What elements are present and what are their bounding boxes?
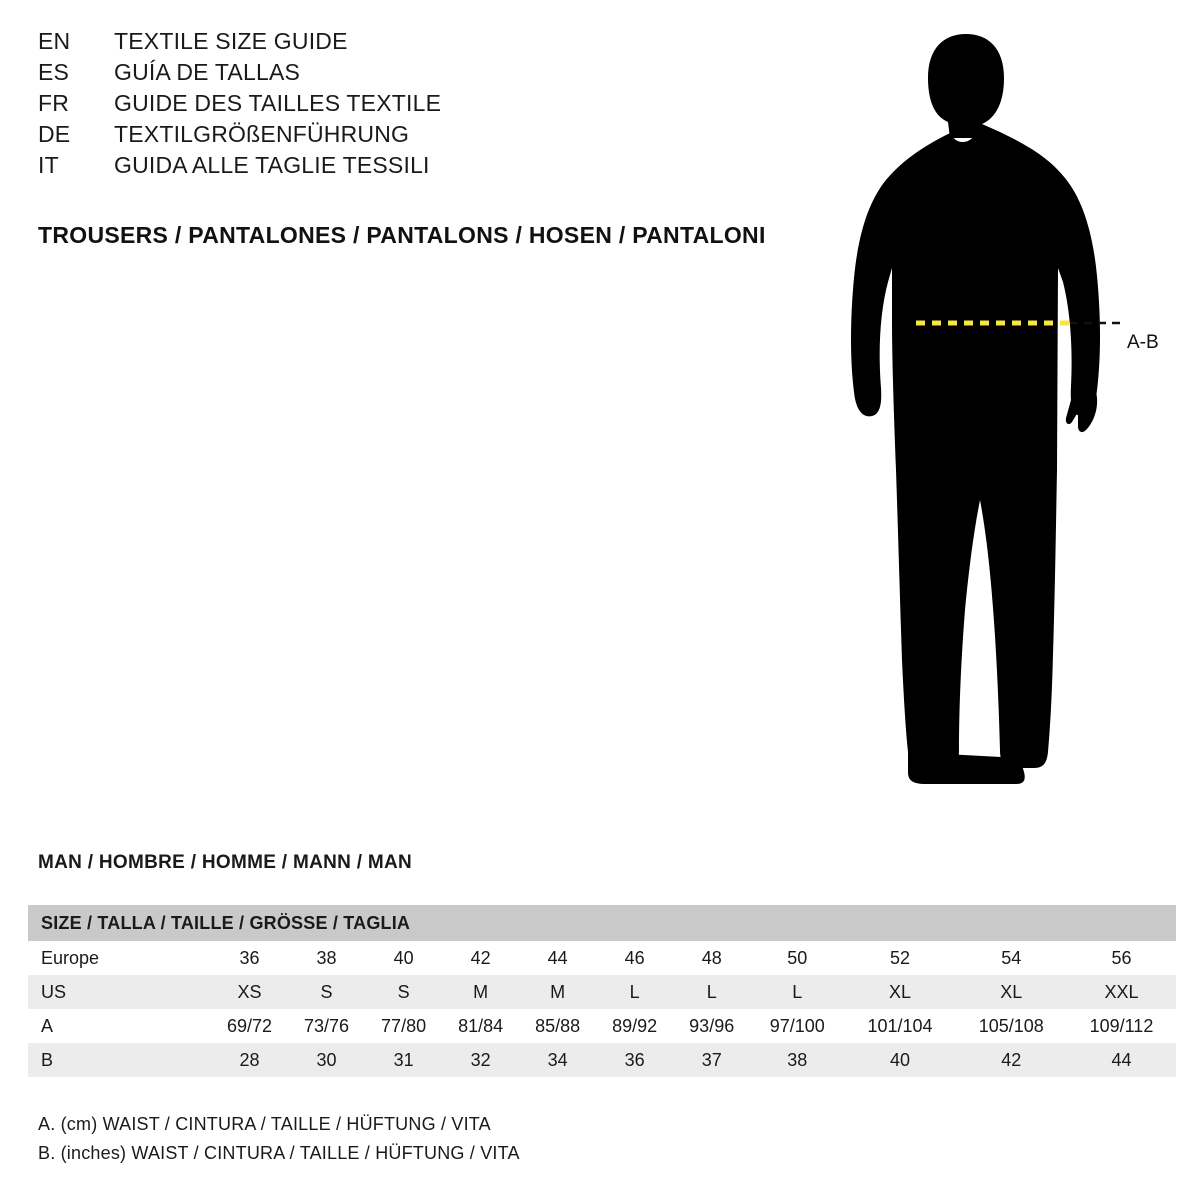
- table-cell: 50: [787, 947, 808, 968]
- table-cell: 44: [547, 947, 568, 968]
- table-cell: 93/96: [689, 1015, 735, 1036]
- table-cell: 109/112: [1089, 1015, 1154, 1036]
- language-code: IT: [38, 152, 59, 178]
- table-cell: S: [320, 981, 333, 1002]
- row-label: A: [41, 1015, 54, 1036]
- language-code: ES: [38, 59, 70, 85]
- table-cell: 81/84: [458, 1015, 504, 1036]
- table-row: [28, 1043, 1176, 1077]
- table-cell: 40: [393, 947, 414, 968]
- row-label: US: [41, 981, 67, 1002]
- table-row: [28, 975, 1176, 1009]
- table-cell: 31: [393, 1049, 414, 1070]
- table-cell: L: [629, 981, 640, 1002]
- table-cell: 37: [701, 1049, 722, 1070]
- male-silhouette-icon: [820, 20, 1200, 810]
- table-cell: 30: [316, 1049, 337, 1070]
- language-title: GUÍA DE TALLAS: [114, 59, 301, 85]
- table-cell: 48: [701, 947, 722, 968]
- language-row-fr: [38, 90, 798, 121]
- size-table: [28, 905, 1176, 1077]
- table-cell: 40: [890, 1049, 911, 1070]
- language-code: EN: [38, 28, 71, 54]
- table-cell: 52: [890, 947, 911, 968]
- table-cell: 69/72: [226, 1015, 273, 1036]
- footnote-a: A. (cm) WAIST / CINTURA / TAILLE / HÜFTUNG / VITA: [38, 1114, 491, 1134]
- language-title-list: [38, 28, 798, 183]
- table-cell: 36: [624, 1049, 645, 1070]
- table-cell: 38: [787, 1049, 808, 1070]
- table-cell: S: [397, 981, 410, 1002]
- table-section-title: MAN / HOMBRE / HOMME / MANN / MAN: [38, 852, 413, 873]
- row-label: B: [41, 1049, 54, 1070]
- table-cell: 54: [1001, 947, 1022, 968]
- table-cell: M: [473, 981, 489, 1002]
- table-cell: 89/92: [612, 1015, 658, 1036]
- language-code: FR: [38, 90, 70, 116]
- table-cell: L: [706, 981, 717, 1002]
- table-cell: 42: [1001, 1049, 1022, 1070]
- measure-label-ab: A-B: [1127, 332, 1159, 353]
- table-cell: M: [550, 981, 566, 1002]
- table-cell: 46: [624, 947, 645, 968]
- language-title: TEXTILGRÖßENFÜHRUNG: [114, 121, 410, 147]
- table-cell: 38: [316, 947, 337, 968]
- language-title: TEXTILE SIZE GUIDE: [114, 28, 348, 54]
- table-cell: 73/76: [304, 1015, 350, 1036]
- measurement-figure: [820, 20, 1200, 810]
- table-cell: XXL: [1104, 981, 1139, 1002]
- table-cell: 32: [470, 1049, 491, 1070]
- language-row-de: [38, 121, 798, 152]
- table-cell: XL: [1000, 981, 1023, 1002]
- table-cell: 28: [239, 1049, 260, 1070]
- language-title: GUIDE DES TAILLES TEXTILE: [114, 90, 442, 116]
- table-header-label: SIZE / TALLA / TAILLE / GRÖSSE / TAGLIA: [28, 905, 1176, 941]
- table-row: [28, 941, 1176, 975]
- language-row-es: [38, 59, 798, 90]
- table-cell: 42: [470, 947, 491, 968]
- language-title: GUIDA ALLE TAGLIE TESSILI: [114, 152, 430, 178]
- table-cell: 36: [239, 947, 260, 968]
- table-header-row: [28, 905, 1176, 941]
- table-cell: L: [792, 981, 803, 1002]
- garment-type-title: TROUSERS / PANTALONES / PANTALONS / HOSEN / PANTALONI: [38, 222, 766, 248]
- table-cell: XS: [237, 981, 262, 1002]
- language-row-it: [38, 152, 798, 183]
- table-row: [28, 1009, 1176, 1043]
- table-cell: 77/80: [381, 1015, 427, 1036]
- table-cell: 56: [1111, 947, 1132, 968]
- language-code: DE: [38, 121, 71, 147]
- table-cell: XL: [889, 981, 912, 1002]
- table-cell: 85/88: [535, 1015, 581, 1036]
- footnote-b: B. (inches) WAIST / CINTURA / TAILLE / HÜFTUNG / VITA: [38, 1143, 520, 1163]
- row-label: Europe: [41, 947, 100, 968]
- table-cell: 97/100: [769, 1015, 825, 1036]
- language-row-en: [38, 28, 798, 59]
- table-cell: 105/108: [978, 1015, 1044, 1036]
- table-cell: 44: [1111, 1049, 1132, 1070]
- footnotes: [38, 1110, 520, 1168]
- table-cell: 34: [547, 1049, 568, 1070]
- table-cell: 101/104: [867, 1015, 933, 1036]
